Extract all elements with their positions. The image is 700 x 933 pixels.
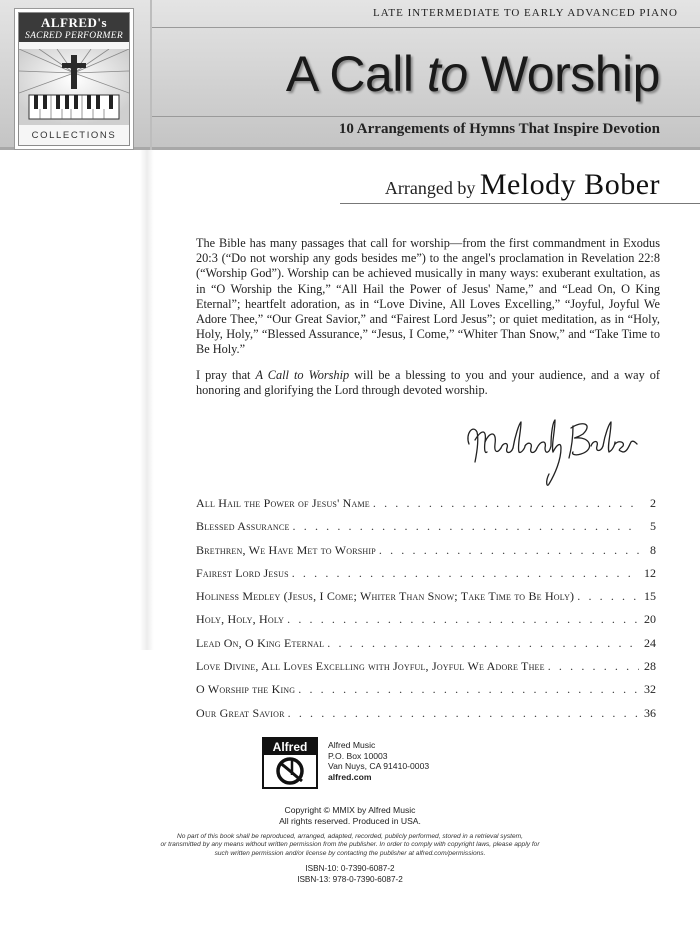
publisher-address [328,740,429,782]
series-logo [18,12,130,146]
toc-item-title: Blessed Assurance [196,519,290,534]
toc-item-title: All Hail the Power of Jesus' Name [196,496,370,510]
toc-item[interactable] [196,519,656,542]
toc-item[interactable] [196,566,656,589]
toc-item-title: Brethren, We Have Met to Worship [196,542,376,557]
legal-line-1: No part of this book shall be reproduced, arranged, adapted, recorded, publicly performed, stored in a retrieval system, [177,833,523,840]
intro-p2-pre: I pray that [196,367,256,382]
isbn-block [0,864,700,885]
publisher-address-line2: Van Nuys, CA 91410-0003 [328,761,430,771]
signature-image [455,412,655,492]
intro-p2-post: will be a blessing to you and your audience, and a way of honoring and glorifying the Lord through devoted worship. [196,367,661,397]
intro-p2-title: A Call to Worship [255,367,350,382]
toc-item-page: 5 [650,519,656,534]
arranger-label: Arranged by [384,178,480,198]
book-title-part2: to [426,46,468,102]
toc-leader-dots [292,566,639,581]
toc-item-page: 36 [644,705,656,720]
legal-line-2: or transmitted by any means without written permission from the publisher. In order to comply with copyright laws, please apply for [160,841,540,849]
publisher-website-link[interactable]: alfred.com [328,771,372,782]
toc-item-page: 2 [650,496,656,510]
isbn-10: ISBN-10: 0-7390-6087-2 [305,864,395,873]
toc-item-title: Lead On, O King Eternal [196,635,325,650]
cross-piano-icon [19,49,129,125]
toc-item[interactable] [196,659,656,682]
book-title [286,45,660,103]
header-divider [150,0,152,150]
copyright-line: Copyright © MMIX by Alfred Music [284,805,416,815]
toc-leader-dots [327,636,639,651]
toc-leader-dots [577,589,639,604]
toc-item[interactable] [196,543,656,566]
series-logo-line3: COLLECTIONS [31,130,117,141]
alfred-logo-text: Alfred [272,740,308,754]
toc-item-page: 12 [644,565,656,580]
book-subtitle: 10 Arrangements of Hymns That Inspire Devotion [338,121,660,137]
toc-leader-dots [379,543,639,558]
toc-item[interactable] [196,682,656,705]
toc-item-title: Holy, Holy, Holy [196,612,285,627]
toc-item-title: Love Divine, All Loves Excelling with Joyful, Joyful We Adore Thee [196,659,545,674]
introduction [196,236,660,408]
toc-item-title: Our Great Savior [196,705,285,720]
toc-leader-dots [548,659,639,674]
series-logo-line2: SACRED PERFORMER [25,31,123,41]
toc-item-title: Fairest Lord Jesus [196,565,289,580]
legal-line-3: such written permission and/or license by contacting the publisher at alfred.com/permissions. [214,849,486,857]
copyright-notice [0,805,700,826]
toc-leader-dots [293,519,639,534]
series-logo-line1: ALFRED's [40,15,108,30]
intro-paragraph-1: The Bible has many passages that call for worship—from the first commandment in Exodus 20:3 (“Do not worship any gods besides me”) to the angel's proclamation in Revelation 22:8 (“Worship God”). Worship can be achieved musically in many ways: exuberant exultation, as in “O Worship the King,” “All Hail the Power of Jesus' Name,” and “Lead On, O King Eternal”; heartfelt adoration, as in “Love Divine, All Loves Excelling,” “Joyful, Joyful We Adore Thee,” “Our Great Savior,” and “Fairest Lord Jesus”; or quiet meditation, as in “Holy, Holy, Holy,” “Blessed Assurance,” “Jesus, I Come,” “Whiter Than Snow,” and “Take Time to Be Holy.” [196,236,660,357]
toc-item[interactable] [196,636,656,659]
page-binding-shadow [140,150,154,650]
arranger-rule [340,203,700,204]
legal-notice [110,833,590,858]
toc-item-title: Holiness Medley (Jesus, I Come; Whiter Than Snow; Take Time to Be Holy) [196,589,575,604]
level-rule [152,27,700,28]
toc-item[interactable] [196,589,656,612]
toc-leader-dots [288,706,639,721]
toc-item[interactable] [196,496,656,519]
intro-paragraph-2 [196,368,660,398]
toc-item-page: 24 [644,635,656,650]
toc-item-page: 8 [650,542,656,557]
alfred-logo-icon [262,737,318,789]
arranger-credit [385,168,660,202]
toc-leader-dots [287,612,639,627]
series-logo-banner [19,13,129,42]
toc-item-page: 15 [644,589,656,604]
toc-leader-dots [298,682,639,697]
book-title-part1: A Call [285,46,427,102]
toc-item-page: 20 [644,612,656,627]
publisher-name: Alfred Music [328,740,376,750]
toc-item-page: 28 [644,659,656,674]
level-label: LATE INTERMEDIATE TO EARLY ADVANCED PIANO [372,7,678,19]
toc-leader-dots [373,496,639,511]
toc-item-page: 32 [644,682,656,697]
arranger-name: Melody Bober [479,168,660,201]
toc-item[interactable] [196,706,656,729]
toc-item[interactable] [196,612,656,635]
rights-line: All rights reserved. Produced in USA. [279,815,421,826]
book-title-part3: Worship [467,46,660,102]
toc-item-title: O Worship the King [196,682,296,697]
subtitle-rule [152,116,700,117]
isbn-13: ISBN-13: 978-0-7390-6087-2 [297,874,403,884]
publisher-address-line1: P.O. Box 10003 [328,750,388,761]
table-of-contents [196,496,656,729]
